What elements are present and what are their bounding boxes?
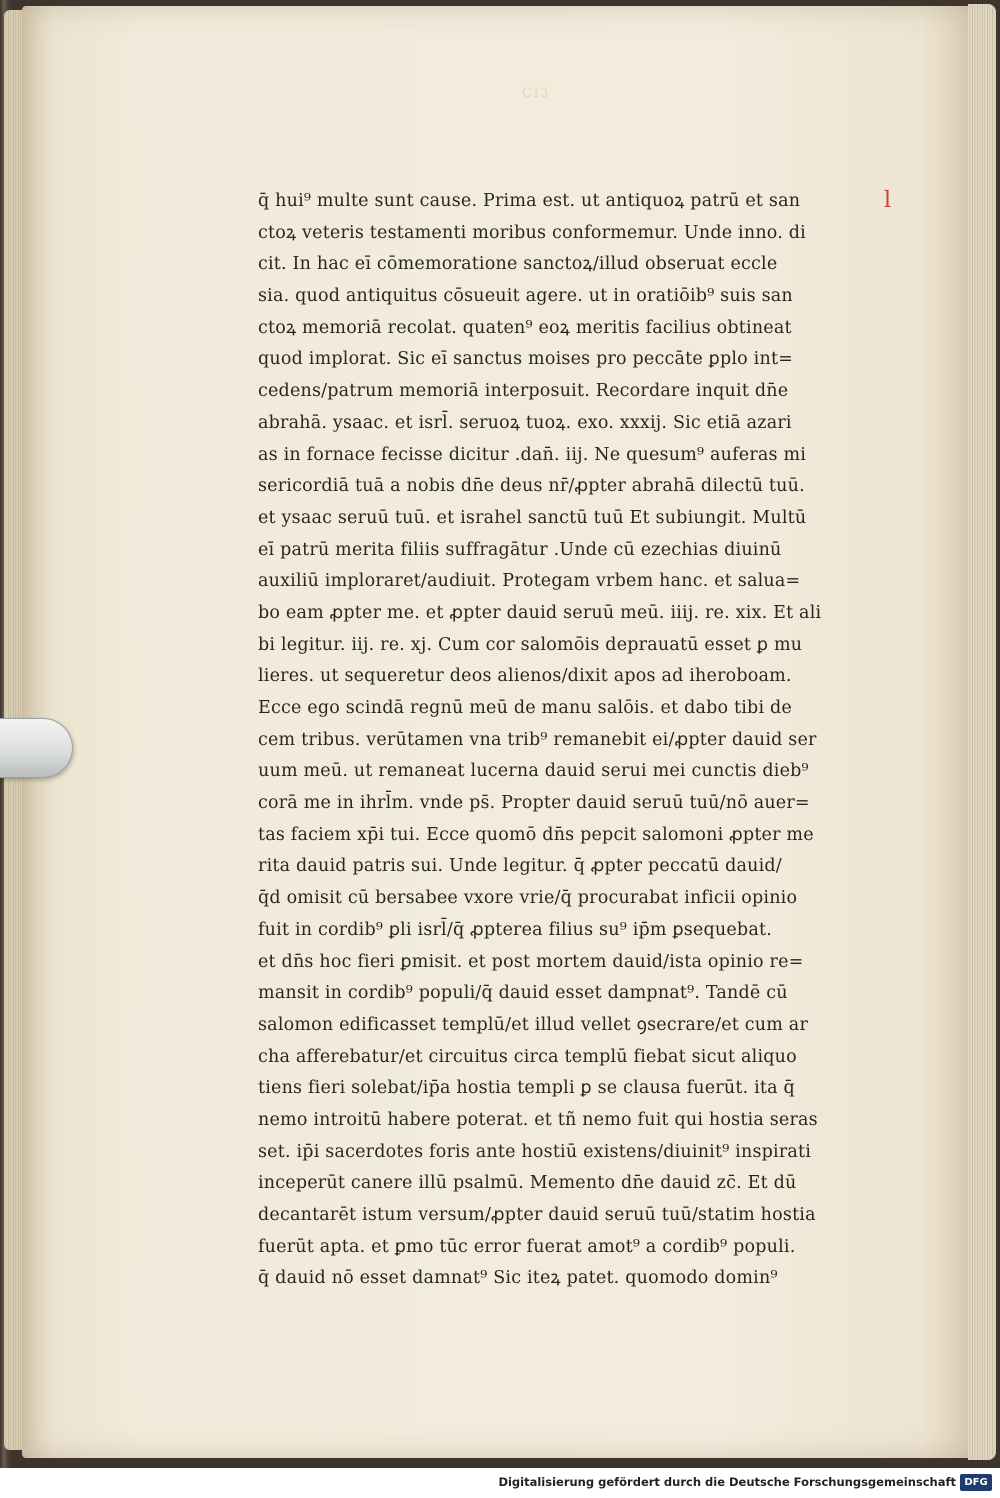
text-line: fuerūt apta. et ꝑmo tūc error fuerat amot⁹ a cordib⁹ populi. xyxy=(258,1236,796,1257)
text-line: tas faciem xp̄i tui. Ecce quomō dn̄s pepcit salomoni ꝓpter me xyxy=(258,824,814,845)
text-line: abrahā. ysaac. et isrl̄. seruoꝝ tuoꝝ. exo. xxxij. Sic etiā azari xyxy=(258,412,792,433)
text-line: corā me in ihrl̄m. vnde ps̄. Propter dauid seruū tuū/nō auer= xyxy=(258,793,810,814)
text-line: fuit in cordib⁹ ꝑli isrl̄/q̄ ꝓpterea filius su⁹ ip̄m ꝑsequebat. xyxy=(258,919,772,940)
text-line: q̄ hui⁹ multe sunt cause. Prima est. ut antiquoꝝ patrū et san xyxy=(258,191,801,211)
text-line: cit. In hac eī cōmemoratione sanctoꝝ/illud obseruat eccle xyxy=(258,254,778,275)
text-line: et ysaac seruū tuū. et israhel sanctū tuū Et subiungit. Multū xyxy=(258,507,807,528)
text-line: auxiliū imploraret/audiuit. Protegam vrbem hanc. et salua= xyxy=(258,571,801,592)
text-line: bi legitur. iij. re. xj. Cum cor salomōis deprauatū esset ꝑ mu xyxy=(258,634,803,655)
margin-note: l xyxy=(884,188,892,213)
text-line: sericordiā tuā a nobis dn̄e deus nr̄/ꝓpter abrahā dilectū tuū. xyxy=(258,476,805,497)
dfg-logo: DFG xyxy=(960,1474,992,1491)
text-line: bo eam ꝓpter me. et ꝓpter dauid seruū meū. iiij. re. xix. Et ali xyxy=(258,602,822,623)
text-line: q̄ dauid nō esset damnat⁹ Sic iteꝝ patet. quomodo domin⁹ xyxy=(258,1268,778,1289)
text-line: rita dauid patris sui. Unde legitur. q̄ ꝓpter peccatū dauid/ xyxy=(258,856,782,877)
text-line: set. ip̄i sacerdotes foris ante hostiū existens/diuinit⁹ inspirati xyxy=(258,1141,812,1162)
text-line: decantarēt istum versum/ꝓpter dauid seruū tuū/statim hostia xyxy=(258,1205,816,1225)
text-line: nemo introitū habere poterat. et tñ nemo fuit qui hostia seras xyxy=(258,1109,818,1130)
text-line: cha afferebatur/et circuitus circa templū fiebat sicut aliquo xyxy=(258,1046,797,1067)
text-line: Ecce ego scindā regnū meū de manu salōis. et dabo tibi de xyxy=(258,698,792,718)
text-line: sia. quod antiquitus cōsueuit agere. ut in oratiōib⁹ suis san xyxy=(258,286,793,307)
right-page-edges xyxy=(968,4,996,1460)
footer-bar xyxy=(0,1468,1000,1498)
text-line: as in fornace fecisse dicitur .dan̄. iij. Ne quesum⁹ auferas mi xyxy=(258,444,807,465)
text-line: lieres. ut sequeretur deos alienos/dixit apos ad iheroboam. xyxy=(258,666,792,687)
text-line: ctoꝝ veteris testamenti moribus conformemur. Unde inno. di xyxy=(258,222,806,243)
text-line: eī patrū merita filiis suffragātur .Unde cū ezechias diuinū xyxy=(258,539,782,560)
text-line: salomon edificasset templū/et illud vellet ꝯsecrare/et cum ar xyxy=(258,1014,809,1035)
bookmark-tab xyxy=(0,718,73,778)
text-line: et dn̄s hoc fieri ꝑmisit. et post mortem dauid/ista opinio re= xyxy=(258,951,804,972)
text-line: tiens fieri solebat/ip̄a hostia templi ꝑ se clausa fuerūt. ita q̄ xyxy=(258,1078,795,1099)
text-line: ctoꝝ memoriā recolat. quaten⁹ eoꝝ meritis facilius obtineat xyxy=(258,317,792,338)
text-line: q̄d omisit cū bersabee vxore vrie/q̄ procurabat inficii opinio xyxy=(258,888,798,909)
text-line: inceperūt canere illū psalmū. Memento dn̄e dauid zc̄. Et dū xyxy=(258,1173,797,1194)
text-line: quod implorat. Sic eī sanctus moises pro peccāte ꝑplo int= xyxy=(258,349,794,370)
faint-offset-mark: Cl3 xyxy=(522,86,551,101)
text-line: cem tribus. verūtamen vna trib⁹ remanebit ei/ꝓpter dauid ser xyxy=(258,729,817,750)
text-line: mansit in cordib⁹ populi/q̄ dauid esset dampnat⁹. Tandē cū xyxy=(258,983,788,1004)
footer-credit: Digitalisierung gefördert durch die Deutsche Forschungsgemeinschaft xyxy=(498,1475,956,1489)
text-line: uum meū. ut remaneat lucerna dauid serui mei cunctis dieb⁹ xyxy=(258,761,809,782)
text-line: cedens/patrum memoriā interposuit. Recordare inquit dn̄e xyxy=(258,381,789,402)
text-column xyxy=(258,186,878,1295)
